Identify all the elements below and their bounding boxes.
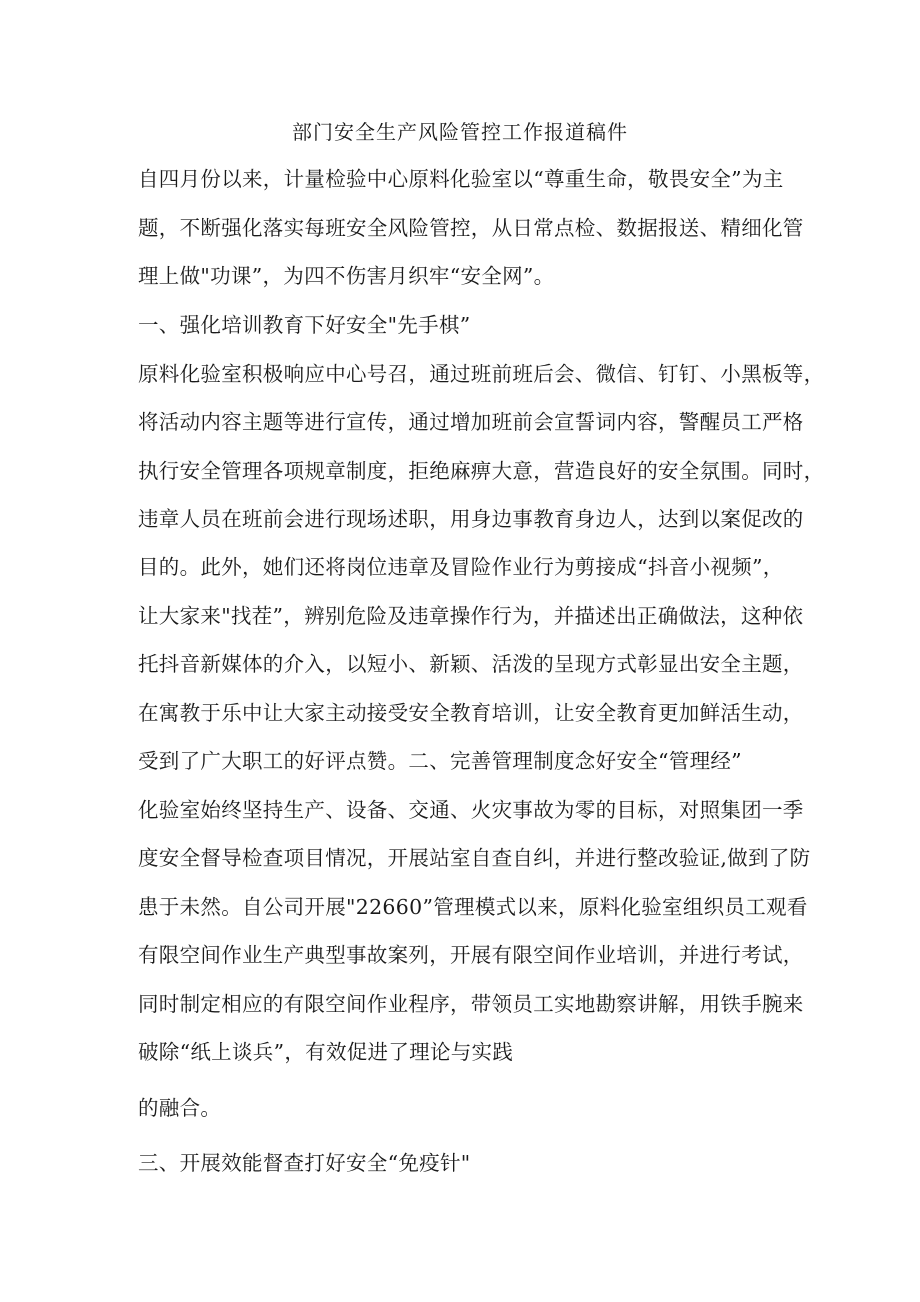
paragraph-line: 题，不断强化落实每班安全风险管控，从日常点检、数据报送、精细化管: [138, 216, 804, 240]
paragraph-line: 度安全督导检查项目情况，开展站室自查自纠，并进行整改验证,做到了防: [138, 846, 811, 870]
paragraph-line: 执行安全管理各项规章制度，拒绝麻痹大意，营造良好的安全氛围。同时，: [138, 459, 825, 483]
paragraph-line: 同时制定相应的有限空间作业程序，带领员工实地勘察讲解，用铁手腕来: [138, 992, 804, 1016]
paragraph-line: 原料化验室积极响应中心号召，通过班前班后会、微信、钉钉、小黑板等，: [138, 362, 825, 386]
paragraph-line: 目的。此外，她们还将岗位违章及冒险作业行为剪接成“抖音小视频”，: [138, 555, 784, 579]
paragraph-line: 化验室始终坚持生产、设备、交通、火灾事故为零的目标，对照集团一季: [138, 798, 804, 822]
paragraph-line: 的融合。: [138, 1096, 222, 1120]
paragraph-line: 受到了广大职工的好评点赞。二、完善管理制度念好安全“管理经”: [138, 749, 742, 773]
paragraph-line: 违章人员在班前会进行现场述职，用身边事教育身边人，达到以案促改的: [138, 507, 804, 531]
section-heading: 一、强化培训教育下好安全"先手棋”: [138, 313, 471, 337]
section-heading: 三、开展效能督查打好安全“免疫针": [138, 1151, 471, 1175]
paragraph-line: 理上做"功课”，为四不伤害月织牢“安全网”。: [138, 264, 555, 288]
paragraph-line: 将活动内容主题等进行宣传，通过增加班前会宣誓词内容，警醒员工严格: [138, 410, 804, 434]
paragraph-line: 有限空间作业生产典型事故案列，开展有限空间作业培训，并进行考试，: [138, 943, 804, 967]
paragraph-line: 让大家来"找茬”，辨别危险及违章操作行为，并描述出正确做法，这种依: [138, 604, 804, 628]
paragraph-line: 患于未然。自公司开展"22660”管理模式以来，原料化验室组织员工观看: [138, 895, 808, 919]
paragraph-line: 托抖音新媒体的介入，以短小、新颖、活泼的呈现方式彰显出安全主题，: [138, 652, 804, 676]
paragraph-line: 破除“纸上谈兵”，有效促进了理论与实践: [138, 1040, 514, 1064]
paragraph-line: 自四月份以来，计量检验中心原料化验室以“尊重生命，敬畏安全”为主: [138, 167, 784, 191]
paragraph-line: 在寓教于乐中让大家主动接受安全教育培训，让安全教育更加鲜活生动，: [138, 701, 804, 725]
document-title: 部门安全生产风险管控工作报道稿件: [292, 120, 628, 144]
